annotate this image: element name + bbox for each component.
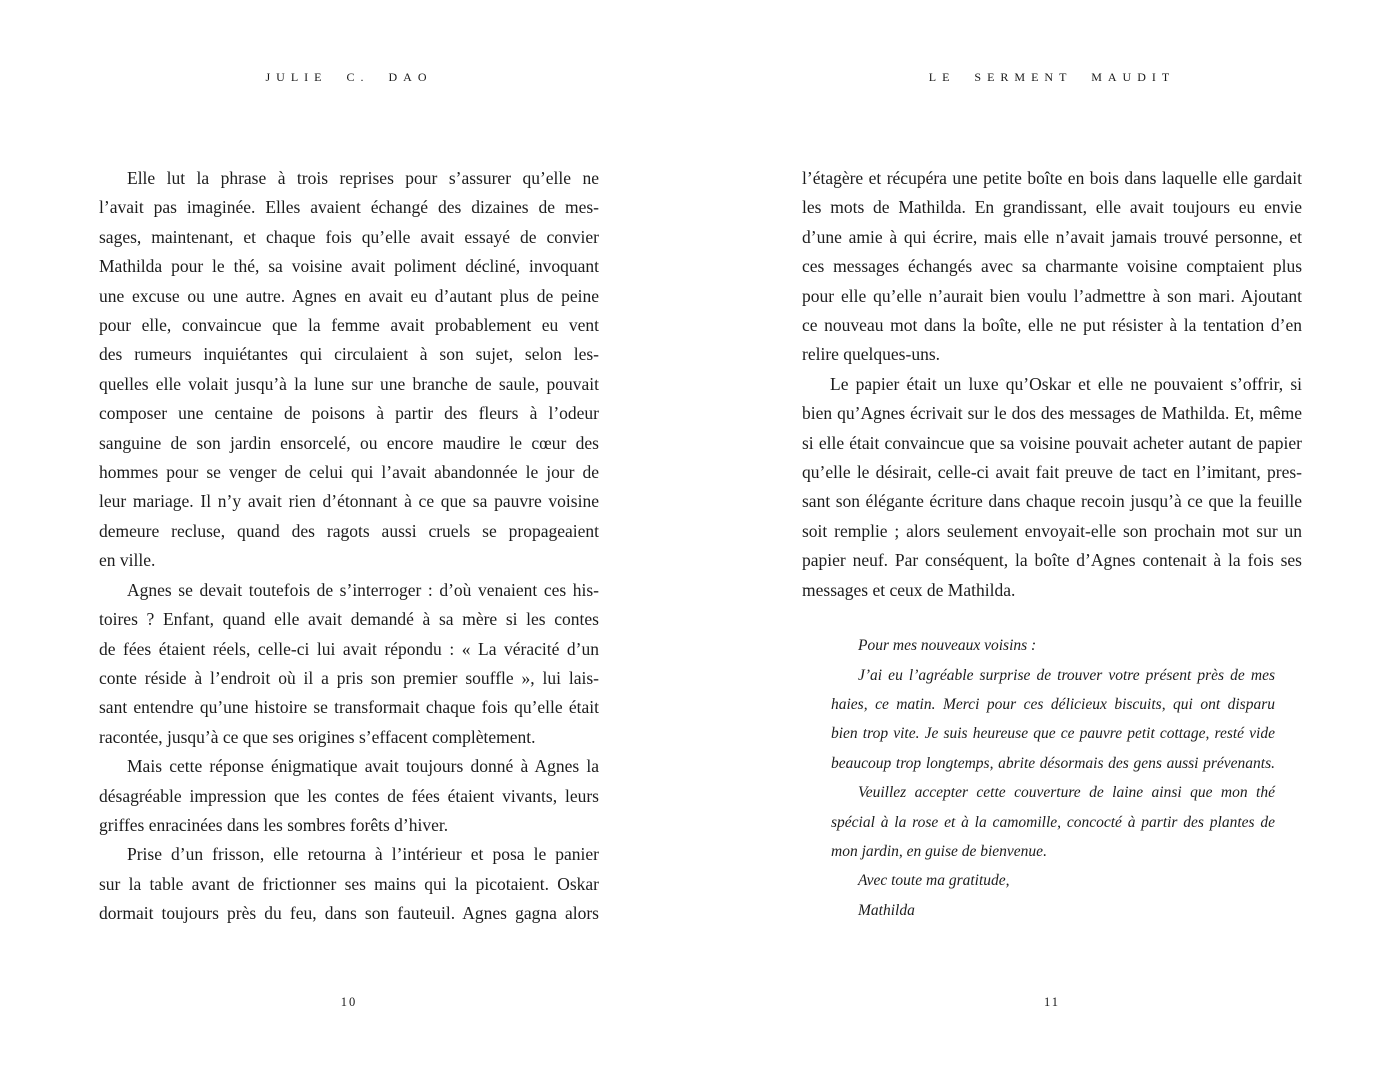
- text-line: d’une amie à qui écrire, mais elle n’avait jamais trouvé personne, et: [802, 226, 1302, 247]
- text-line: Mathilda: [858, 901, 915, 919]
- text-line: Le papier était un luxe qu’Oskar et elle ne pouvaient s’offrir, si: [830, 373, 1302, 394]
- text-line: pour elle, convaincue que la femme avait probablement eu vent: [99, 315, 599, 336]
- text-line: des rumeurs inquiétantes qui circulaient à son sujet, selon les-: [99, 344, 599, 365]
- text-line: l’avait pas imaginée. Elles avaient échangé des dizaines de mes-: [99, 197, 599, 218]
- text-line: ce nouveau mot dans la boîte, elle ne put résister à la tentation d’en: [802, 315, 1302, 336]
- text-line: Agnes se devait toutefois de s’interroger : d’où venaient ces his-: [127, 579, 599, 600]
- text-line: sant entendre qu’une histoire se transformait chaque fois qu’elle était: [99, 697, 599, 718]
- text-line: bien trop vite. Je suis heureuse que ce pauvre petit cottage, resté vide: [831, 725, 1275, 743]
- text-line: messages et ceux de Mathilda.: [802, 579, 1016, 600]
- text-line: toires ? Enfant, quand elle avait demandé à sa mère si les contes: [99, 609, 599, 630]
- page-number-left: 10: [340, 995, 358, 1009]
- right-page-text: [802, 164, 1302, 925]
- text-line: Mathilda pour le thé, sa voisine avait poliment décliné, invoquant: [99, 256, 599, 277]
- text-line: dormait toujours près du feu, dans son fauteuil. Agnes gagna alors: [99, 903, 599, 924]
- text-line: griffes enracinées dans les sombres forêts d’hiver.: [99, 814, 449, 835]
- text-line: demeure recluse, quand des ragots aussi cruels se propageaient: [99, 520, 599, 541]
- text-line: papier neuf. Par conséquent, la boîte d’Agnes contenait à la fois ses: [802, 550, 1302, 571]
- left-page-text: [99, 164, 599, 929]
- text-line: bien qu’Agnes écrivait sur le dos des messages de Mathilda. Et, même: [802, 403, 1302, 424]
- text-line: en ville.: [99, 550, 156, 571]
- text-line: de fées étaient réels, celle-ci lui avait répondu : « La véracité d’un: [99, 638, 599, 659]
- page-number-right: 11: [1043, 995, 1061, 1009]
- text-line: hommes pour se venger de celui qui l’avait abandonnée le jour de: [99, 462, 599, 483]
- text-line: J’ai eu l’agréable surprise de trouver votre présent près de mes: [858, 666, 1275, 684]
- text-line: beaucoup trop longtemps, abrite désormais des gens aussi prévenants.: [831, 754, 1275, 772]
- text-line: leur mariage. Il n’y avait rien d’étonnant à ce que sa pauvre voisine: [99, 491, 599, 512]
- text-line: sages, maintenant, et chaque fois qu’elle avait essayé de convier: [99, 226, 599, 247]
- text-line: composer une centaine de poisons à partir des fleurs à l’odeur: [99, 403, 599, 424]
- text-line: mon jardin, en guise de bienvenue.: [831, 842, 1047, 860]
- text-line: ces messages échangés avec sa charmante voisine comptaient plus: [802, 256, 1302, 277]
- running-head-author: JULIE C. DAO: [265, 70, 433, 84]
- text-line: Prise d’un frisson, elle retourna à l’intérieur et posa le panier: [127, 844, 599, 865]
- text-line: sur la table avant de frictionner ses mains qui la picotaient. Oskar: [99, 873, 599, 894]
- text-line: si elle était convaincue que sa voisine pouvait acheter autant de papier: [802, 432, 1302, 453]
- text-line: sant son élégante écriture dans chaque recoin jusqu’à ce que la feuille: [802, 491, 1302, 512]
- text-line: Avec toute ma gratitude,: [858, 872, 1010, 890]
- text-line: quelles elle volait jusqu’à la lune sur une branche de saule, pouvait: [99, 373, 599, 394]
- text-line: sanguine de son jardin ensorcelé, ou encore maudire le cœur des: [99, 432, 599, 453]
- text-line: Pour mes nouveaux voisins :: [858, 637, 1037, 655]
- text-line: racontée, jusqu’à ce que ses origines s’effacent complètement.: [99, 726, 536, 747]
- text-line: Elle lut la phrase à trois reprises pour s’assurer qu’elle ne: [127, 168, 599, 188]
- text-line: spécial à la rose et à la camomille, concocté à partir des plantes de: [831, 813, 1275, 831]
- text-line: désagréable impression que les contes de fées étaient vivants, leurs: [99, 785, 599, 806]
- text-line: une excuse ou une autre. Agnes en avait eu d’autant plus de peine: [99, 285, 599, 306]
- text-line: pour elle qu’elle n’aurait bien voulu l’admettre à son mari. Ajoutant: [802, 285, 1302, 306]
- text-line: Veuillez accepter cette couverture de laine ainsi que mon thé: [858, 784, 1275, 802]
- right-page-body-text: [802, 164, 1302, 605]
- running-head-title: LE SERMENT MAUDIT: [928, 70, 1176, 84]
- text-line: les mots de Mathilda. En grandissant, elle avait toujours eu envie: [802, 197, 1302, 218]
- text-line: qu’elle le désirait, celle-ci avait fait preuve de tact en l’imitant, pres-: [802, 462, 1302, 483]
- text-line: conte réside à l’endroit où il a pris son premier souffle », lui lais-: [99, 667, 599, 688]
- text-line: relire quelques-uns.: [802, 344, 941, 365]
- text-line: haies, ce matin. Merci pour ces délicieux biscuits, qui ont disparu: [831, 695, 1275, 713]
- text-line: soit remplie ; alors seulement envoyait-elle son prochain mot sur un: [802, 520, 1302, 541]
- letter-block: [831, 631, 1275, 925]
- text-line: l’étagère et récupéra une petite boîte en bois dans laquelle elle gardait: [802, 168, 1302, 188]
- text-line: Mais cette réponse énigmatique avait toujours donné à Agnes la: [127, 756, 599, 777]
